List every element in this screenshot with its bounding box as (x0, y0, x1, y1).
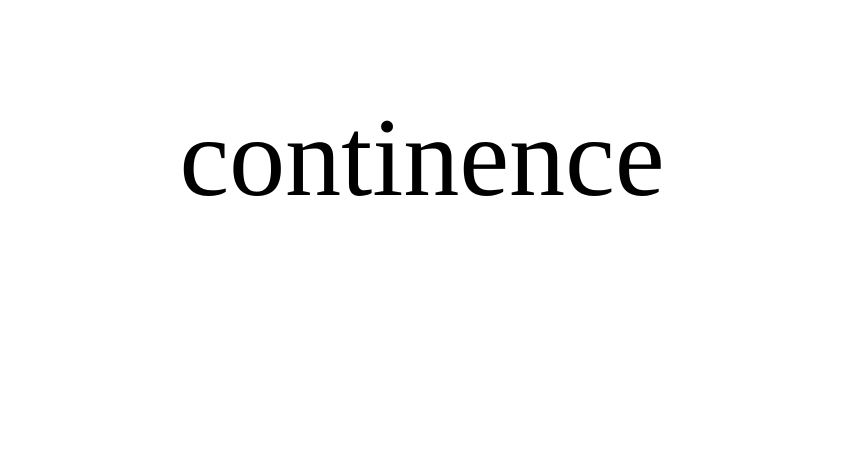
word-text: continence (179, 96, 665, 220)
